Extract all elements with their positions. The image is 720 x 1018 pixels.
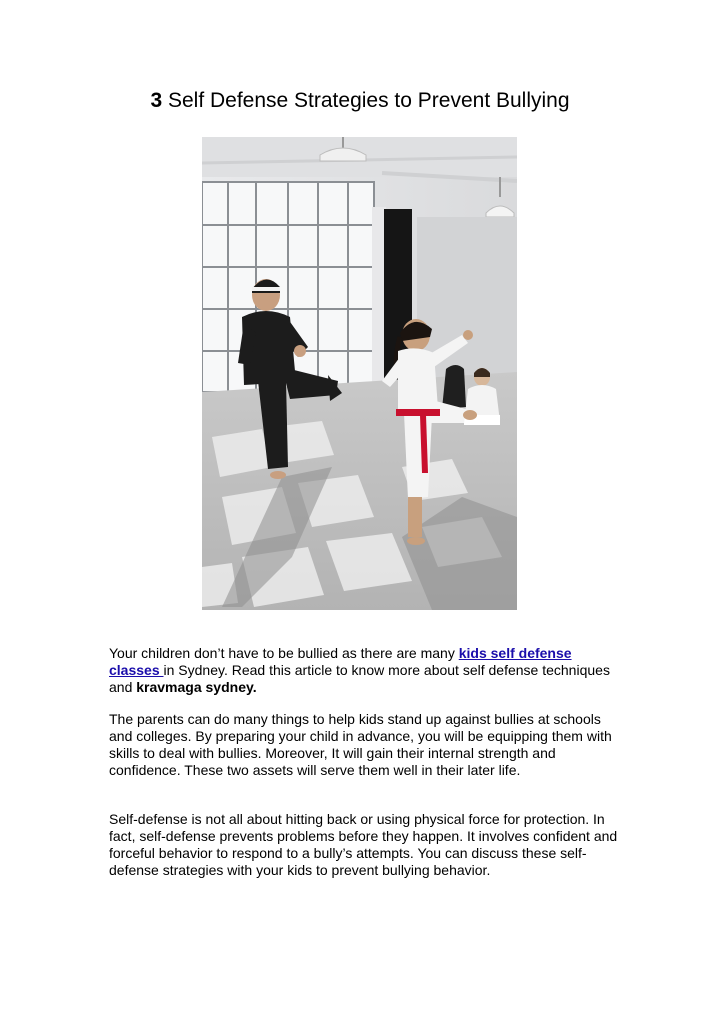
kids-self-defense-link[interactable]: kids self defense classes [109,645,572,678]
title-text: Self Defense Strategies to Prevent Bullying [162,89,570,112]
page-title [0,86,720,116]
kravmaga-sydney-bold: kravmaga sydney. [136,679,257,695]
intro-text: Your children don’t have to be bullied as there are many [109,645,459,661]
parents-paragraph: The parents can do many things to help kids stand up against bullies at schools and colleges. By preparing your child in advance, you will be equipping them with skills to deal with bullies. Moreover, It will gain their internal strength and confidence. These two assets will serve them well in their later life. [109,711,612,778]
intro-text-continued: in Sydney. Read this article to know more about self defense techniques and [109,662,610,695]
intro-paragraph [109,645,619,696]
title-number: 3 [150,89,163,112]
martial-arts-photo [202,137,517,610]
self-defense-paragraph: Self-defense is not all about hitting back or using physical force for protection. In fact, self-defense prevents problems before they happen. It involves confident and forceful behavior to respond to a bully’s attempts. You can discuss these self-defense strategies with your kids to prevent bullying behavior. [109,811,618,878]
